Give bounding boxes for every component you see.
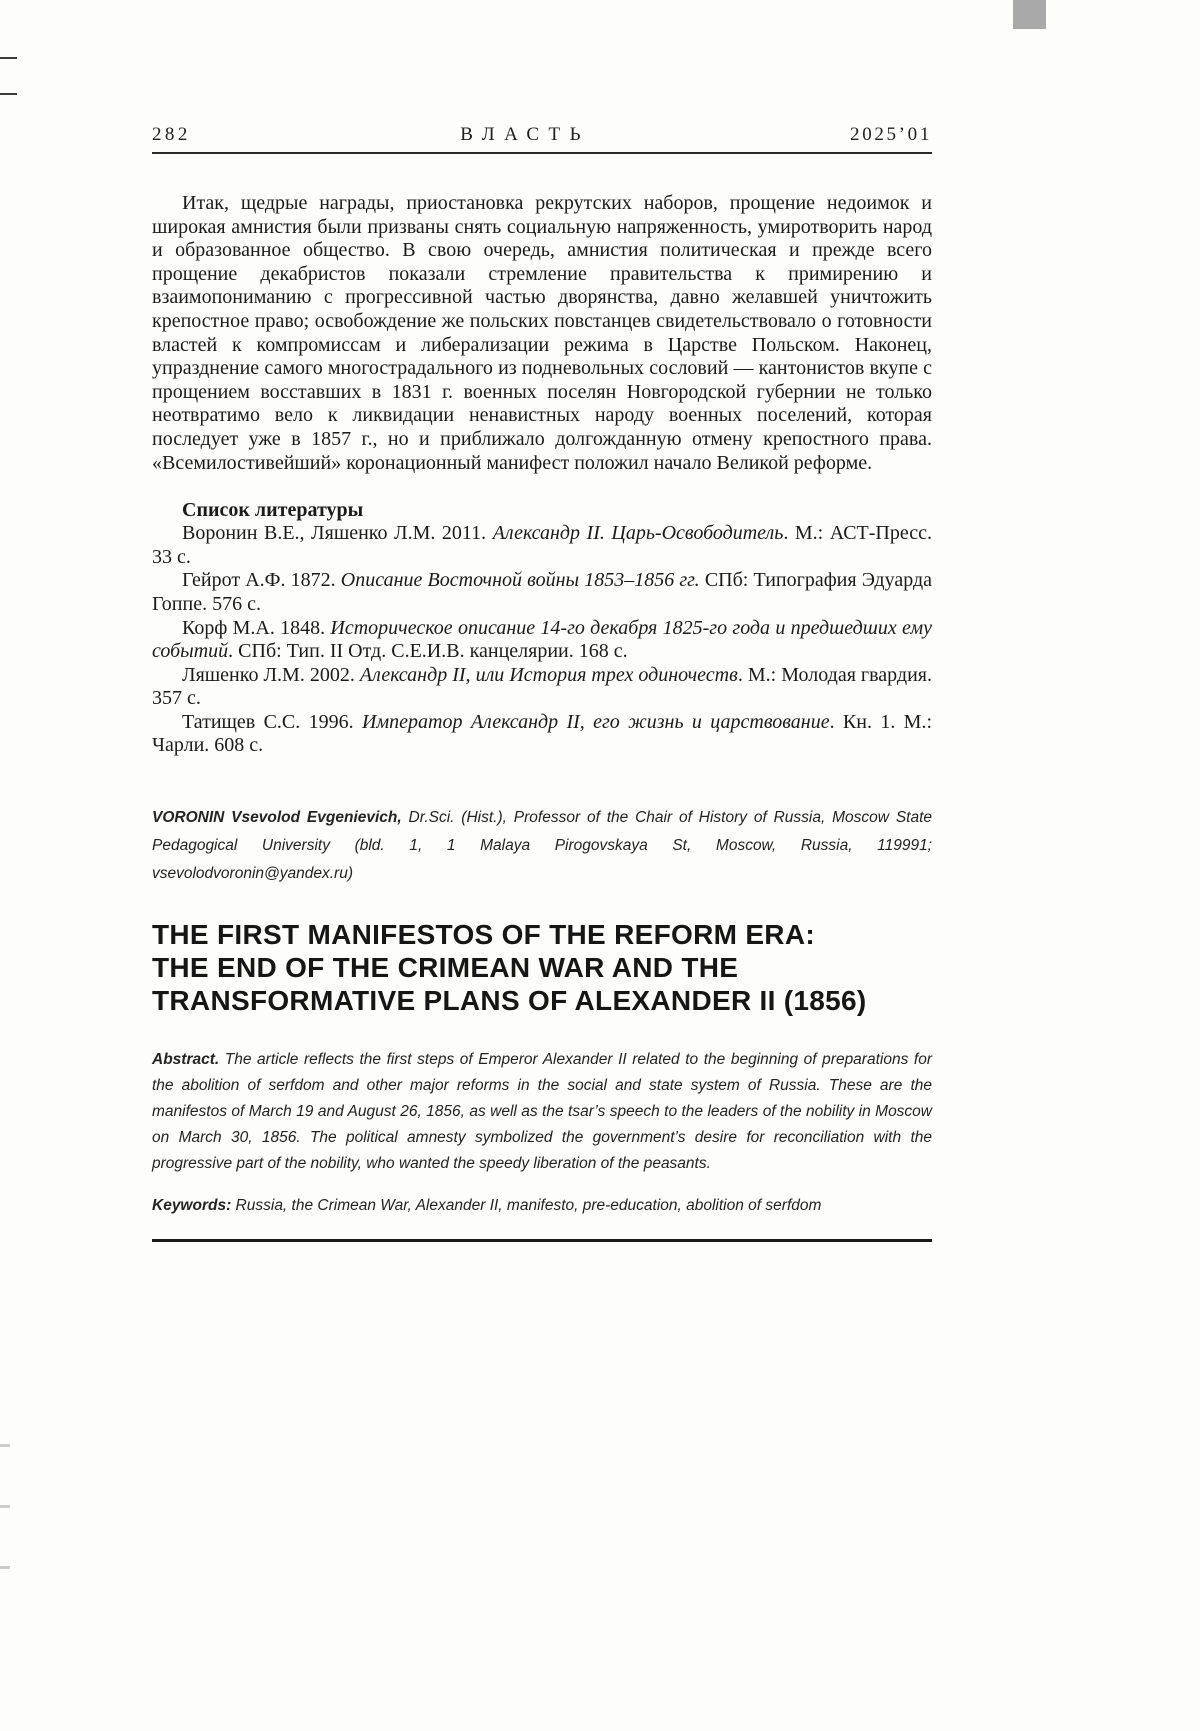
reference-item (152, 617, 932, 664)
reference-item (152, 664, 932, 711)
page-header (152, 0, 932, 146)
abstract-text: The article reflects the first steps of Emperor Alexander II related to the beginning of preparations for the abolition of serfdom and other major reforms in the social and state system of Russia. These are the manifestos of March 19 and August 26, 1856, as well as the tsar’s speech to the leaders of the nobility in Moscow on March 30, 1856. The political amnesty symbolized the government’s desire for reconciliation with the progressive part of the nobility, who wanted the speedy liberation of the peasants. (152, 1051, 932, 1173)
scan-artifact-top-right (1013, 0, 1046, 29)
reference-publisher: СПб: Типография Эдуарда Гоппе. 576 с. (152, 569, 932, 615)
scan-artifact-left-mark-1 (0, 57, 17, 59)
page-number: 282 (152, 124, 191, 145)
header-divider (152, 152, 932, 154)
page-content (152, 0, 932, 1242)
reference-item (152, 522, 932, 569)
references-heading: Список литературы (182, 499, 364, 522)
reference-authors-year: Корф М.А. 1848. (182, 616, 331, 639)
english-title-line-3: TRANSFORMATIVE PLANS OF ALEXANDER II (1856) (152, 985, 867, 1017)
references-list (152, 522, 932, 758)
reference-title-italic: Император Александр II, его жизнь и царствование (361, 710, 830, 733)
abstract-paragraph (152, 1047, 932, 1177)
author-details: Dr.Sci. (Hist.), Professor of the Chair of History of Russia, Moscow State Pedagogical University (bld. 1, 1 Malaya Pirogovskaya St, Moscow, Russia, 119991; vsevolodvoronin@yandex.ru) (152, 809, 933, 883)
keywords-label: Keywords: (152, 1196, 232, 1214)
keywords-text: Russia, the Crimean War, Alexander II, manifesto, pre-education, abolition of serfdom (231, 1196, 822, 1214)
author-affiliation-note (152, 804, 932, 888)
english-title (152, 918, 932, 1017)
reference-publisher: . Кн. 1. М.: Чарли. 608 с. (152, 710, 933, 757)
reference-authors-year: Татищев С.С. 1996. (182, 710, 362, 733)
author-name: VORONIN Vsevolod Evgenievich, (152, 809, 402, 827)
reference-authors-year: Гейрот А.Ф. 1872. (182, 569, 341, 592)
reference-title-italic: Александр II, или История трех одиночеств (359, 663, 738, 686)
reference-title-italic: Описание Восточной войны 1853–1856 гг. (340, 569, 700, 592)
english-title-line-2: THE END OF THE CRIMEAN WAR AND THE (152, 952, 739, 984)
english-title-line-1: THE FIRST MANIFESTOS OF THE REFORM ERA: (152, 919, 815, 951)
reference-title-italic: Александр II. Царь-Освободитель (492, 522, 784, 545)
article-body-paragraph: Итак, щедрые награды, приостановка рекрутских наборов, прощение недоимок и широкая амнистия были призваны снять социальную напряженность, умиротворить народ и образованное общество. В свою очередь, амнистия политическая и прежде всего прощение декабристов показали стремление правительства к примирению и взаимопониманию с прогрессивной частью дворянства, давно желавшей уничтожить крепостное право; освобождение же польских повстанцев свидетельствовало о готовности властей к компромиссам и либерализации режима в Царстве Польском. Наконец, упразднение самого многострадального из подневольных сословий — кантонистов вкупе с прощением восставших в 1831 г. военных поселян Новгородской губернии не только неотвратимо вело к ликвидации ненавистных народу военных поселений, которая последует уже в 1857 г., но и приближало долгожданную отмену крепостного права. «Всемилостивейший» коронационный манифест положил начало Великой реформе. (152, 192, 932, 474)
reference-publisher: . М.: АСТ-Пресс. 33 с. (152, 522, 932, 568)
reference-authors-year: Ляшенко Л.М. 2002. (182, 663, 360, 686)
reference-authors-year: Воронин В.Е., Ляшенко Л.М. 2011. (182, 522, 493, 545)
scan-artifact-bottom-mark-1 (0, 1444, 10, 1447)
reference-publisher: . СПб: Тип. II Отд. С.Е.И.В. канцелярии. 168 с. (228, 640, 628, 663)
scan-artifact-bottom-mark-2 (0, 1505, 10, 1508)
reference-title-italic: Историческое описание 14-го декабря 1825-го года и предшедших ему событий (152, 616, 933, 663)
issue-number: 2025’01 (850, 124, 932, 145)
reference-publisher: . М.: Молодая гвардия. 357 с. (152, 663, 932, 710)
abstract-label: Abstract. (152, 1051, 220, 1069)
reference-item (152, 711, 932, 758)
journal-title: ВЛАСТЬ (460, 124, 591, 145)
keywords-line (152, 1193, 932, 1219)
reference-item (152, 569, 932, 616)
scan-artifact-left-mark-2 (0, 93, 17, 95)
article-end-divider (152, 1239, 932, 1242)
scan-artifact-bottom-mark-3 (0, 1566, 10, 1569)
